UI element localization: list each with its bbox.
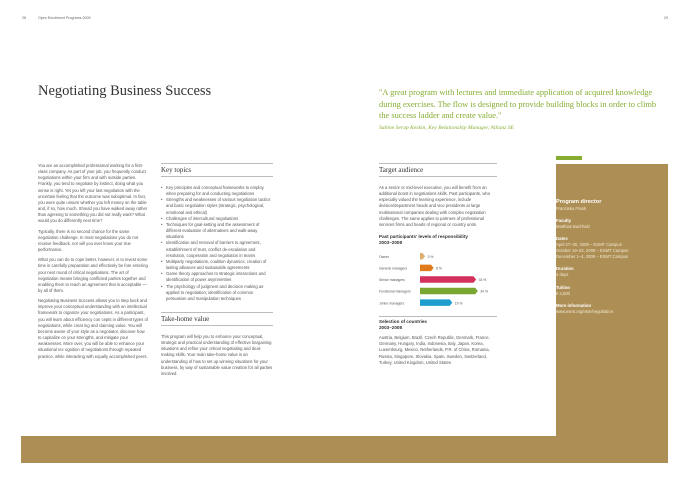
- list-item: • Multiparty negotiations, coalition dynamics, creation of lasting alliances and sustainable agreements: [161, 259, 273, 271]
- target-audience-text: As a senior or mid-level executive, you will benefit from an additional boost in negotiations skills. Past participants, who especially valued the learning experience, include division/department heads and vice presidents at large multinational companies dealing with complex negotiation challenges. The same applies to partners of professional services firms and heads of regional or country units.: [379, 185, 491, 227]
- bottom-band: [21, 436, 668, 463]
- page-title: Negotiating Business Success: [38, 83, 212, 99]
- bar: [420, 299, 452, 306]
- bar-value-label: 8 %: [436, 266, 442, 271]
- bar-category-label: Senior managers: [379, 278, 405, 283]
- duration-value: 4 days: [556, 272, 569, 278]
- left-running-title: Open Enrollment Programs 2009: [38, 16, 91, 20]
- bar: [420, 288, 478, 295]
- more-info-label: More information: [556, 302, 592, 308]
- countries-list: Austria, Belgium, Brazil, Czech Republic, Denmark, France, Germany, Hungary, India, Indonesia, Italy, Japan, Korea, Luxembourg, Mexico, Netherlands, P.R. of China, Romania, Russia, Singapore, Slovakia, Spain, Sweden, Switzerland, Turkey, United Kingdom, United States: [379, 335, 490, 365]
- right-page-number: 29: [664, 16, 668, 20]
- countries-heading: Selection of countries: [379, 316, 497, 325]
- date-item: October 19–22, 2009 – ESMT Campus: [556, 248, 629, 254]
- bar-category-label: Functional managers: [379, 289, 411, 294]
- chart-years: 2003–2008: [379, 240, 402, 246]
- list-item: • Techniques for goal-setting and the assessment of different evaluation of alternatives and walk-away situations: [161, 222, 273, 240]
- bar: [420, 276, 476, 283]
- bar: [420, 265, 434, 272]
- date-item: December 1–4, 2009 – ESMT Campus: [556, 254, 629, 260]
- bar-value-label: 34 %: [480, 289, 489, 294]
- chart-svg: [379, 252, 497, 310]
- sidebar-accent-gap: [556, 160, 582, 163]
- key-topics-heading: Key topics: [161, 163, 273, 177]
- list-item: • Key principles and conceptual frameworks to employ when preparing for and conducting negotiations: [161, 185, 273, 197]
- intro-column: [38, 163, 148, 364]
- intro-paragraph: Typically, there is no second chance for the same negotiation challenge. In most negotiations you do not receive feedback, nor will you ever know your true performance.: [38, 228, 139, 253]
- intro-paragraph: You are an accomplished professional working for a first-class company. As part of your job, you frequently conduct negotiations within your firm and with outside parties. Frankly, you tend to negotiate by instinct, doing what you sense is right. Yet you left your last negotiation with the uncertain feeling that the outcome was suboptimal. In fact, you were quite unsure whether you left money on the table and, if so, how much. Should you have walked away rather than agreeing to something you did not really want? What would you do differently next time?: [38, 163, 148, 224]
- date-item: April 27–30, 2009 – ESMT Campus: [556, 242, 622, 248]
- more-info-link[interactable]: www.esmt.org/nsm/negotiation: [556, 308, 614, 314]
- left-page-number: 28: [22, 16, 26, 20]
- testimonial-author: Sabine Serap Keskin, Key Relationship Manager, Allianz SE: [379, 125, 514, 131]
- list-item: • Challenges of intercultural negotiations: [161, 216, 273, 222]
- chart-heading: Past participants' levels of responsibility: [379, 234, 468, 240]
- intro-paragraph: Negotiating Business Success allows you to step back and improve your conceptual understanding with an intellectual framework to organize your negotiations. As a participant, you will learn about efficiency con cepts in different types of negotiations, while creat ing and claiming value. You will become aware of your style as a negotiator, discover how to capitalize on your strengths, and mitigate your weaknesses. More over, you will be able to enhance your situational rec ognition of negotiations through repeated practice, while interacting with equally accomplished peers.: [38, 298, 148, 359]
- list-item: • Identification and removal of barriers to agreement, establishment of trust, conflict de-escalation and resolution, cooperation and negotiation in teams: [161, 240, 273, 258]
- take-home-text: This program will help you to enhance your conceptual, strategic and practical understanding of effective bargaining situations and refine your critical negotiating and deal-making skills. Your main take-home value is an understanding of how to set up winning situations for your business, by way of sustainable value creation for all parties involved.: [161, 333, 273, 376]
- bar-value-label: 3 %: [427, 254, 434, 259]
- key-topics-column: [161, 163, 273, 381]
- faculty-label: Faculty: [556, 218, 572, 224]
- program-info: [556, 199, 666, 321]
- tuition-label: Tuition: [556, 284, 570, 290]
- target-audience-heading: Target audience: [379, 163, 497, 177]
- list-item: • Game theory approaches to strategic interactions and identification of power asymmetries: [161, 271, 273, 283]
- bar-category-label: Junior managers: [379, 301, 405, 306]
- faculty-value: Matthias Buchholz: [556, 224, 591, 230]
- bar-category-label: Owner: [379, 254, 389, 259]
- tuition-value: € 4,500: [556, 290, 570, 296]
- bar-value-label: 19 %: [454, 301, 463, 306]
- key-topics-list: [161, 185, 273, 302]
- program-director-value: Franziska Frank: [556, 206, 587, 211]
- program-director-label: Program director: [556, 199, 602, 205]
- target-audience-column: [379, 163, 497, 370]
- bar: [420, 253, 425, 260]
- intro-paragraph: What you can do to cope better, however, is to invest some time in carefully preparation and effectively be fore entering your next round of critical negotiations. The art of negotiation means bringing conflicted parties together and enabling them to reach an agreement that is acceptable — by all of them.: [38, 257, 148, 293]
- countries-years: 2003–2008: [379, 325, 402, 331]
- list-item: • The psychology of judgment and decision making as applied to negotiation; identification of common persuasion and manipulation techniques: [161, 284, 273, 302]
- take-home-heading: Take-home value: [161, 312, 273, 326]
- list-item: • Strengths and weaknesses of various negotiation tactics and basic negotiation styles (strategic, psychological, emotional and ethical): [161, 197, 273, 215]
- duration-label: Duration: [556, 266, 574, 272]
- bar-category-label: General managers: [379, 266, 408, 271]
- bar-value-label: 33 %: [478, 278, 487, 283]
- responsibility-bar-chart: [379, 252, 497, 310]
- testimonial-quote: "A great program with lectures and immediate application of acquired knowledge during exercises. The flow is designed to provide building blocks in order to climb the success ladder and create value.": [379, 88, 657, 121]
- dates-label: Dates: [556, 236, 568, 242]
